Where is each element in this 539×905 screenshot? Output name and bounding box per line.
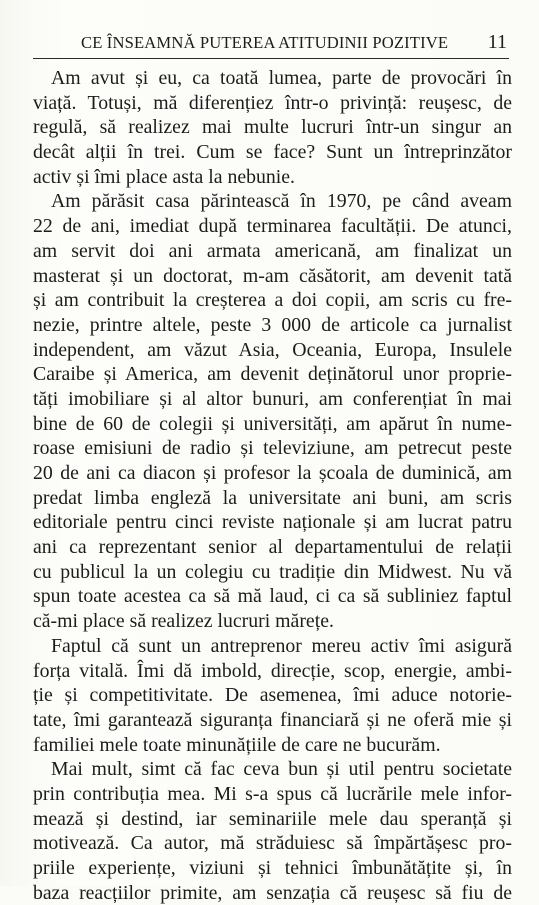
paragraph-4-line-1: Mai mult, simt că fac ceva bun și util pentru societate xyxy=(51,758,512,781)
paragraph-4-line-5: priile experiențe, viziuni și tehnici îmbunătățite și, în xyxy=(33,857,512,879)
paragraph-2-line-18: că-mi place să realizez lucruri mărețe. xyxy=(33,610,334,633)
paragraph-3-line-5: familiei mele toate minunățiile de care ne bucurăm. xyxy=(33,733,441,756)
paragraph-2-line-7: independent, am văzut Asia, Oceania, Europa, Insulele xyxy=(33,338,512,361)
paragraph-2-line-9: tăți imobiliare și al altor bunuri, am conferențiat în mai xyxy=(33,387,512,410)
running-title: CE ÎNSEAMNĂ PUTEREA ATITUDINII POZITIVE xyxy=(81,33,449,52)
paragraph-1-line-2: viață. Totuși, mă diferențiez într-o privință: reușesc, de xyxy=(33,91,512,114)
paragraph-1-line-5: activ și îmi place asta la nebunie. xyxy=(33,165,296,188)
paragraph-3-line-4: tate, îmi garantează siguranța financiară și ne oferă mie și xyxy=(33,708,512,731)
paragraph-2-line-11: roase emisiuni de radio și televiziune, am petrecut peste xyxy=(33,437,512,460)
paragraph-2-line-14: editoriale pentru cinci reviste naționale și am lucrat patru xyxy=(33,511,512,534)
paragraph-2-line-5: și am contribuit la creșterea a doi copii, am scris cu fre- xyxy=(33,289,512,312)
paragraph-2-line-10: bine de 60 de colegii și universități, am apărut în nume- xyxy=(33,412,512,435)
paragraph-2-line-2: 22 de ani, imediat după terminarea facultății. De atunci, xyxy=(33,215,512,238)
paragraph-2-line-6: nezie, printre altele, peste 3 000 de articole ca jurnalist xyxy=(33,313,512,336)
paragraph-3-line-3: ție și competitivitate. De asemenea, îmi aduce notorie- xyxy=(33,684,512,707)
paragraph-2-line-15: ani ca reprezentant senior al departamentului de relații xyxy=(33,536,512,559)
paragraph-2-line-8: Caraibe și America, am devenit deținătorul unor proprie- xyxy=(33,363,512,386)
paragraph-2-line-16: cu publicul la un colegiu cu tradiție din Midwest. Nu vă xyxy=(33,560,512,583)
paragraph-2-line-1: Am părăsit casa părintească în 1970, pe când aveam xyxy=(51,190,512,213)
body-text xyxy=(33,66,512,905)
paragraph-4-line-3: mează și destind, iar seminariile mele dau speranță și xyxy=(33,807,512,830)
paragraph-1-line-4: decât alții în trei. Cum se face? Sunt un întreprinzător xyxy=(33,141,512,164)
paragraph-2-line-13: predat limba engleză la universitate ani buni, am scris xyxy=(33,486,512,509)
paragraph-4-line-6: baza reacțiilor primite, am senzația că reușesc să fiu de xyxy=(33,881,512,904)
paragraph-2-line-17: spun toate acestea ca să mă laud, ci ca să subliniez faptul xyxy=(33,585,512,608)
paragraph-2-line-4: masterat și un doctorat, m-am căsătorit, am devenit tată xyxy=(33,264,512,287)
paragraph-1-line-1: Am avut și eu, ca toată lumea, parte de provocări în xyxy=(51,67,512,89)
paragraph-1-line-3: regulă, să realizez mai multe lucruri într-un singur an xyxy=(33,116,512,139)
paragraph-2-line-12: 20 de ani ca diacon și profesor la școala de duminică, am xyxy=(33,462,512,484)
page-number: 11 xyxy=(487,31,507,53)
page-header xyxy=(33,31,509,59)
paragraph-4-line-4: motivează. Ca autor, mă străduiesc să împărtășesc pro- xyxy=(33,832,512,855)
paragraph-3-line-1: Faptul că sunt un antreprenor mereu activ îmi asigură xyxy=(51,634,512,657)
paragraph-3-line-2: forța vitală. Îmi dă imbold, direcție, scop, energie, ambi- xyxy=(33,659,512,682)
paragraph-2-line-3: am servit doi ani armata americană, am finalizat un xyxy=(33,239,512,262)
paragraph-4-line-2: prin contribuția mea. Mi s-a spus că lucrările mele infor- xyxy=(33,782,512,805)
